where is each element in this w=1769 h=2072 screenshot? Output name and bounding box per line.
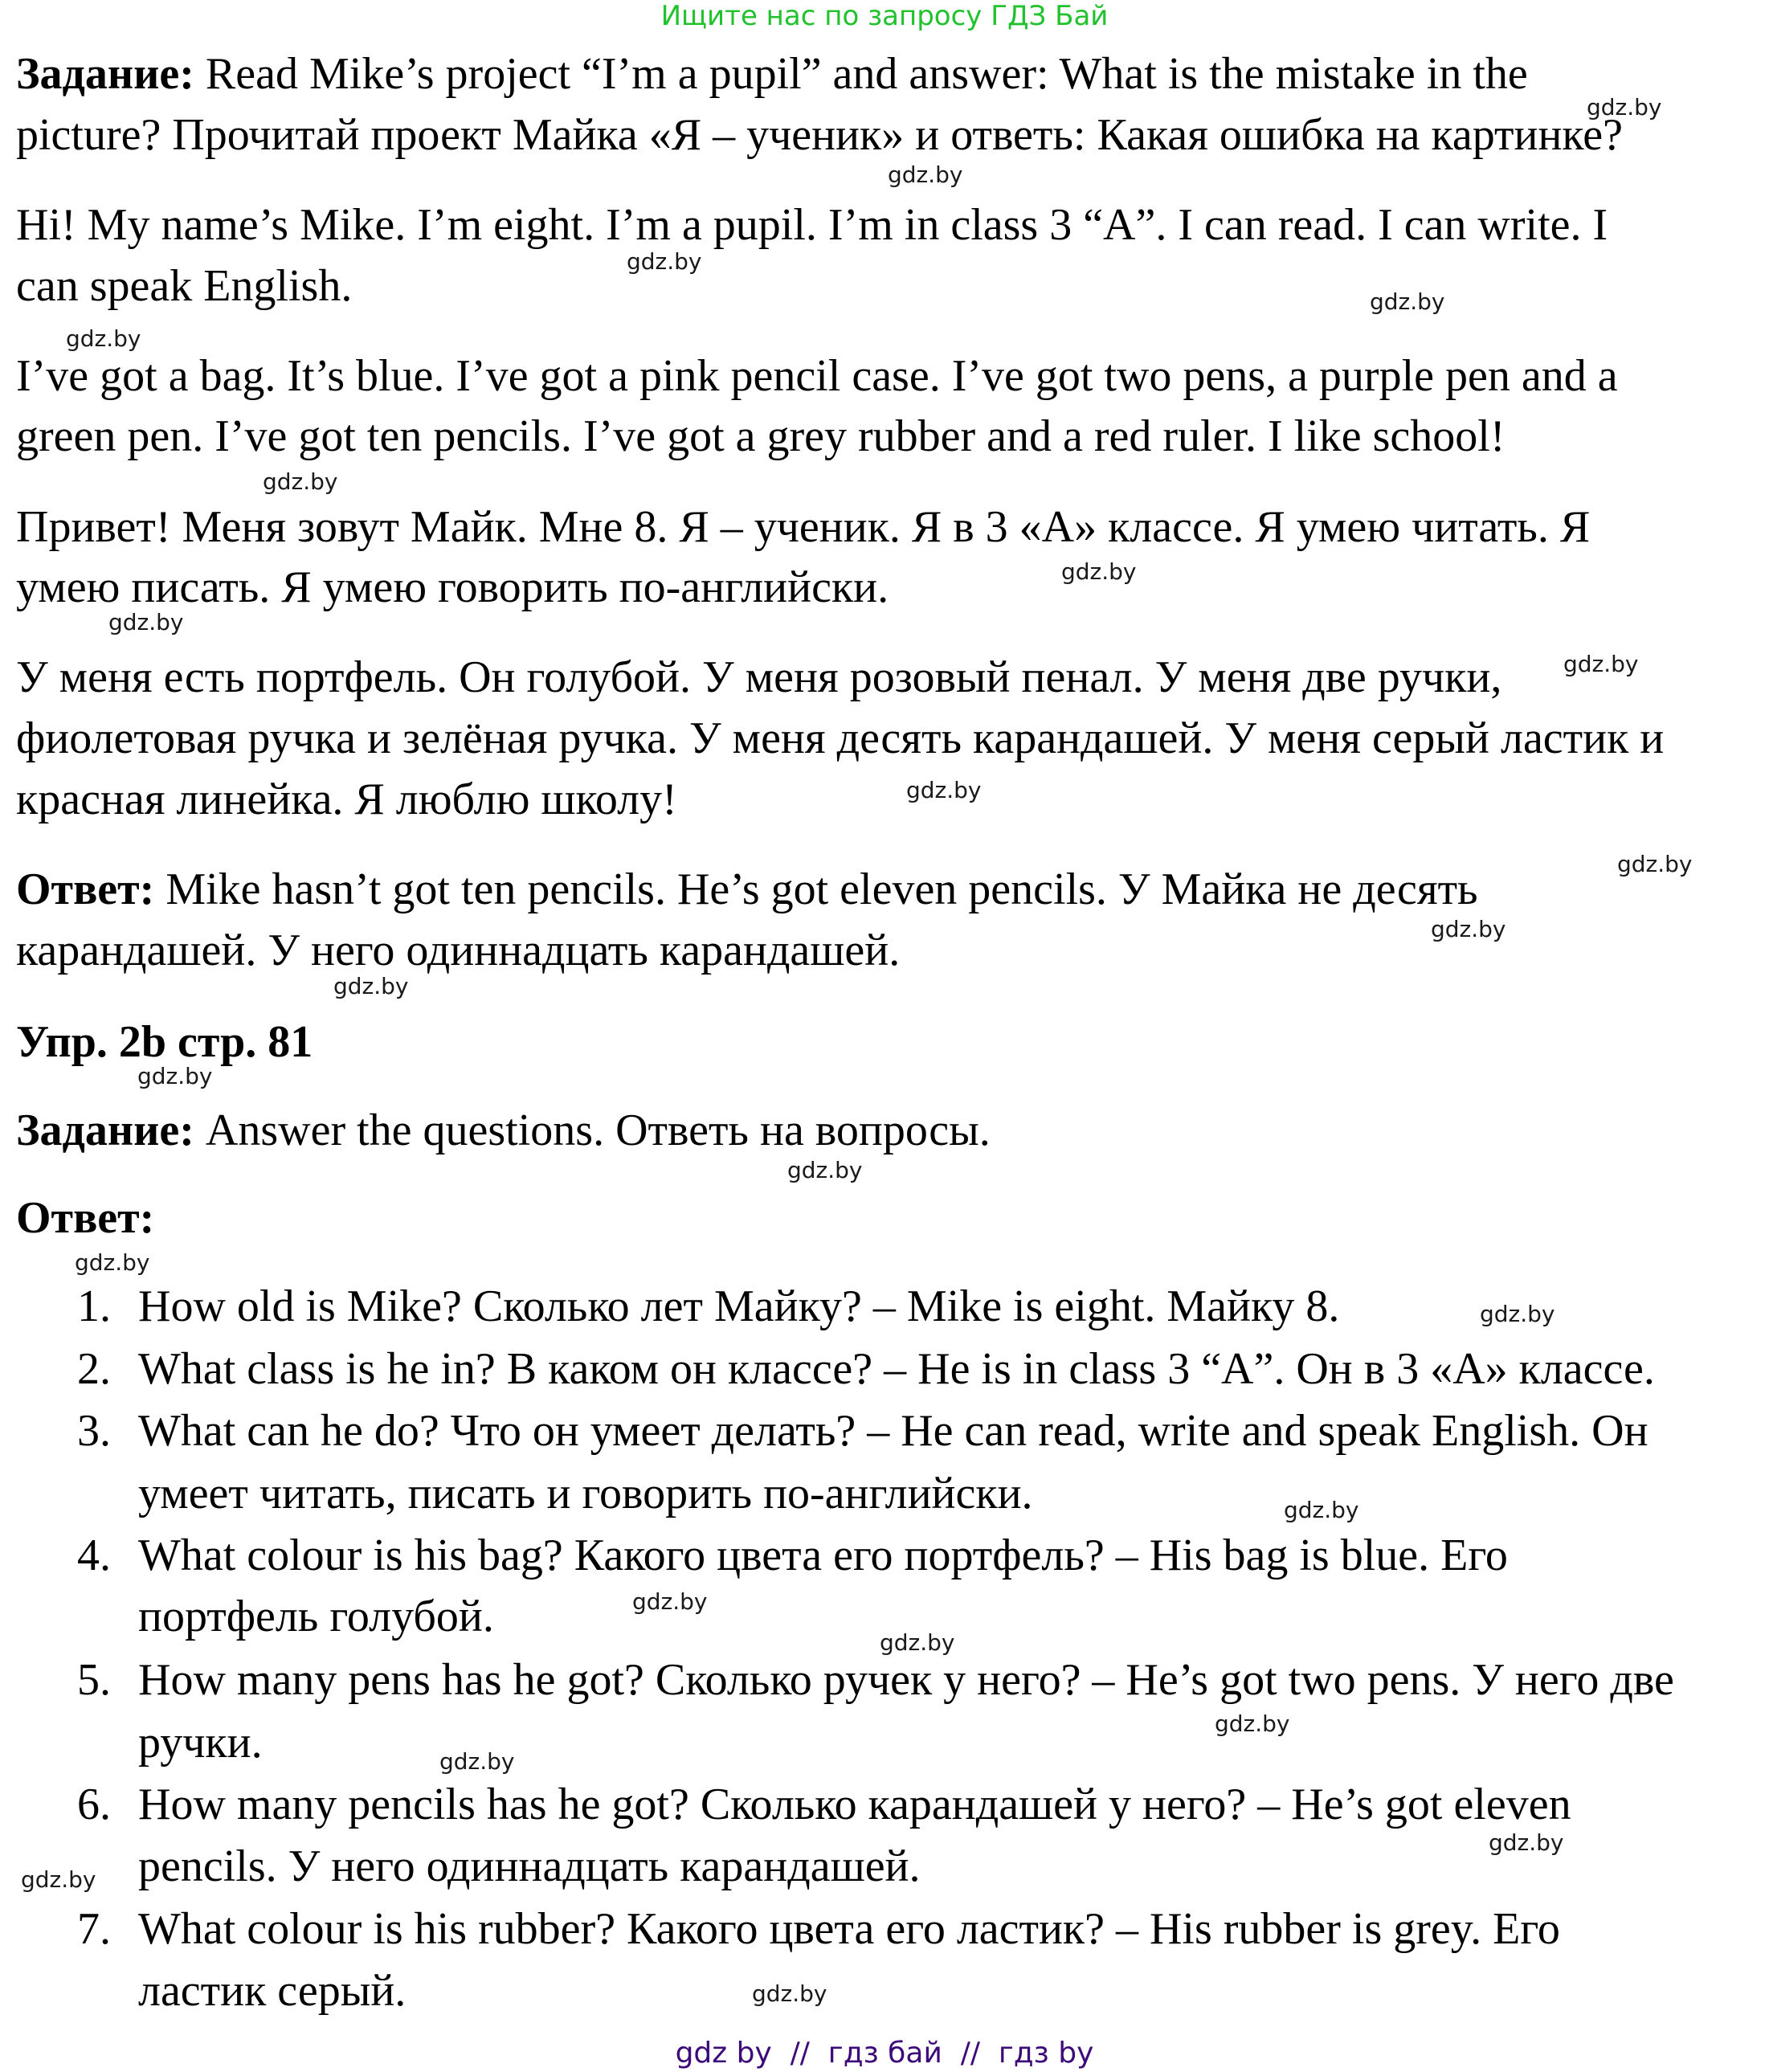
watermark: gdz.by xyxy=(333,973,409,999)
project-ru-p1-line2: умею писать. Я умею говорить по-английски. xyxy=(16,562,889,612)
watermark: gdz.by xyxy=(1061,558,1137,585)
list-item-continuation: портфель голубой. xyxy=(138,1592,494,1641)
project-ru-p2-line1: У меня есть портфель. Он голубой. У меня розовый пенал. У меня две ручки, xyxy=(16,652,1502,702)
list-number: 2. xyxy=(77,1344,111,1394)
project-ru-p1-line1: Привет! Меня зовут Майк. Мне 8. Я – ученик. Я в 3 «А» классе. Я умею читать. Я xyxy=(16,502,1591,552)
list-number: 3. xyxy=(77,1406,111,1456)
list-number: 6. xyxy=(77,1780,111,1829)
exercise-heading: Упр. 2b стр. 81 xyxy=(16,1017,313,1067)
list-item: What can he do? Что он умеет делать? – He can read, write and speak English. Он xyxy=(138,1406,1648,1456)
watermark: gdz.by xyxy=(21,1866,96,1893)
list-item-continuation: pencils. У него одиннадцать карандашей. xyxy=(138,1841,921,1891)
project-en-p1-line1: Hi! My name’s Mike. I’m eight. I’m a pupil. I’m in class 3 “A”. I can read. I can write. I xyxy=(16,200,1608,250)
watermark: gdz.by xyxy=(906,777,982,803)
list-number: 1. xyxy=(77,1281,111,1331)
watermark: gdz.by xyxy=(1480,1301,1555,1327)
list-item-continuation: умеет читать, писать и говорить по-английски. xyxy=(138,1469,1033,1518)
list-number: 4. xyxy=(77,1531,111,1580)
list-item: What colour is his bag? Какого цвета его портфель? – His bag is blue. Его xyxy=(138,1531,1508,1580)
watermark: gdz.by xyxy=(632,1588,708,1615)
task1-line1: Задание: Read Mike’s project “I’m a pupil” and answer: What is the mistake in the xyxy=(16,49,1528,99)
list-item-continuation: ручки. xyxy=(138,1718,263,1768)
watermark: gdz.by xyxy=(439,1748,515,1775)
list-item: How old is Mike? Сколько лет Майку? – Mike is eight. Майку 8. xyxy=(138,1281,1340,1331)
answer1-line1: Ответ: Mike hasn’t got ten pencils. He’s got eleven pencils. У Майка не десять xyxy=(16,864,1478,914)
watermark: gdz.by xyxy=(1215,1710,1290,1737)
list-item-continuation: ластик серый. xyxy=(138,1966,407,2016)
watermark: gdz.by xyxy=(263,468,338,495)
list-item: How many pens has he got? Сколько ручек у него? – He’s got two pens. У него две xyxy=(138,1655,1674,1705)
list-item: What colour is his rubber? Какого цвета его ластик? – His rubber is grey. Его xyxy=(138,1904,1560,1954)
footer-links: gdz by // гдз бай // гдз by xyxy=(675,2037,1094,2070)
project-en-p1-line2: can speak English. xyxy=(16,261,353,311)
watermark: gdz.by xyxy=(1431,916,1506,942)
watermark: gdz.by xyxy=(627,248,702,275)
watermark: gdz.by xyxy=(752,1980,827,2007)
watermark: gdz.by xyxy=(1587,94,1662,121)
watermark: gdz.by xyxy=(1563,651,1639,677)
list-number: 5. xyxy=(77,1655,111,1705)
watermark: gdz.by xyxy=(108,609,184,635)
list-number: 7. xyxy=(77,1904,111,1954)
watermark: gdz.by xyxy=(66,325,141,352)
exercise2-answer-label: Ответ: xyxy=(16,1193,155,1243)
watermark: gdz.by xyxy=(1617,851,1693,877)
exercise2-task: Задание: Answer the questions. Ответь на вопросы. xyxy=(16,1105,991,1155)
watermark: gdz.by xyxy=(787,1157,863,1183)
task-label: Задание: xyxy=(16,1105,194,1155)
watermark: gdz.by xyxy=(1284,1497,1359,1523)
watermark: gdz.by xyxy=(888,161,963,188)
answer1-line2: карандашей. У него одиннадцать карандашей. xyxy=(16,926,901,975)
project-en-p2-line2: green pen. I’ve got ten pencils. I’ve got a grey rubber and a red ruler. I like school! xyxy=(16,411,1505,461)
task-label: Задание: xyxy=(16,49,194,99)
watermark: gdz.by xyxy=(137,1063,213,1089)
list-item: How many pencils has he got? Сколько карандашей у него? – He’s got eleven xyxy=(138,1780,1571,1829)
watermark: gdz.by xyxy=(880,1629,955,1656)
task1-line2: picture? Прочитай проект Майка «Я – ученик» и ответь: Какая ошибка на картинке? xyxy=(16,110,1623,160)
project-en-p2-line1: I’ve got a bag. It’s blue. I’ve got a pink pencil case. I’ve got two pens, a purple pen and a xyxy=(16,351,1618,401)
project-ru-p2-line2: фиолетовая ручка и зелёная ручка. У меня десять карандашей. У меня серый ластик и xyxy=(16,713,1665,763)
watermark: gdz.by xyxy=(75,1249,150,1276)
watermark: gdz.by xyxy=(1489,1829,1564,1856)
watermark: gdz.by xyxy=(1370,288,1445,315)
list-item: What class is he in? В каком он классе? – He is in class 3 “A”. Он в 3 «А» классе. xyxy=(138,1344,1655,1394)
project-ru-p2-line3: красная линейка. Я люблю школу! xyxy=(16,774,677,824)
search-hint-banner: Ищите нас по запросу ГДЗ Бай xyxy=(660,0,1109,32)
answer-label: Ответ: xyxy=(16,864,155,914)
